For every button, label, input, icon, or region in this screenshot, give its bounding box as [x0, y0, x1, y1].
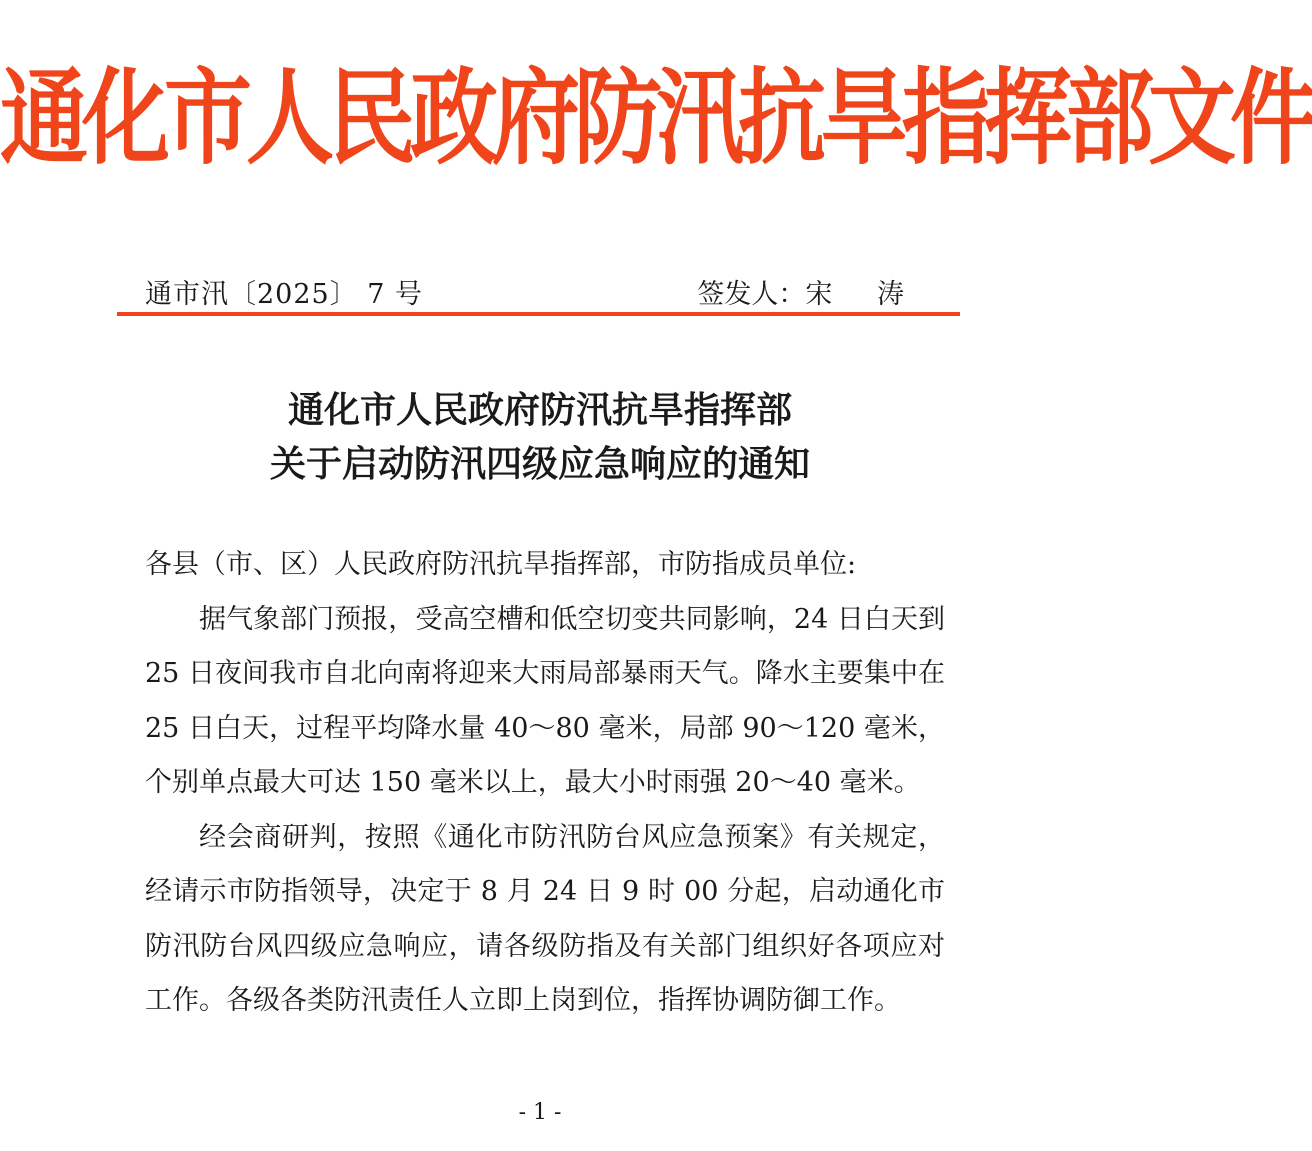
forecast-paragraph: 据气象部门预报，受高空槽和低空切变共同影响，24 日白天到 25 日夜间我市自北向南将迎来大雨局部暴雨天气。降水主要集中在 25 日白天，过程平均降水量 40～80 毫米，局部 90～120 毫米，个别单点最大可达 150 毫米以上，最大小时雨强 20～40 毫米。: [145, 603, 945, 798]
notice-title-line1: 通化市人民政府防汛抗旱指挥部: [287, 389, 792, 431]
notice-title-line2: 关于启动防汛四级应急响应的通知: [269, 443, 810, 485]
document-masthead: 通化市人民政府防汛抗旱指挥部文件: [0, 57, 1312, 179]
notice-body: [145, 538, 945, 1029]
recipients-line: 各县（市、区）人民政府防汛抗旱指挥部，市防指成员单位:: [145, 549, 857, 580]
response-paragraph: 经会商研判，按照《通化市防汛防台风应急预案》有关规定，经请示市防指领导，决定于 8 月 24 日 9 时 00 分起，启动通化市防汛防台风四级应急响应，请各级防指及有关部门组织好各项应对工作。各级各类防汛责任人立即上岗到位，指挥协调防御工作。: [145, 821, 945, 1016]
page-number: - 1 -: [518, 1100, 562, 1125]
signer-label: 签发人：: [697, 279, 806, 310]
signer-block: [697, 272, 922, 311]
signer-name: 宋 涛: [805, 279, 922, 310]
document-number: 通市汛〔2025〕 7 号: [145, 279, 424, 310]
red-divider-line: [117, 312, 960, 316]
